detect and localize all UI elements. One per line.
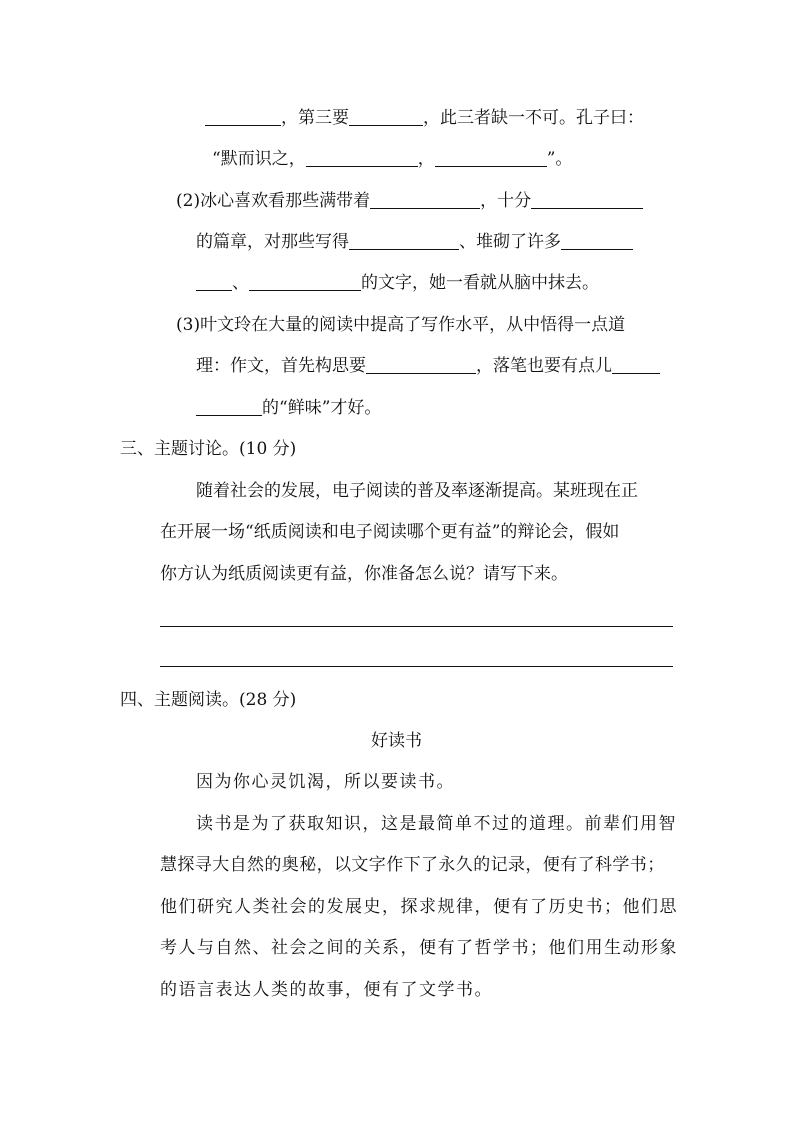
blank-5[interactable] [370, 190, 480, 209]
q3-line-3 [196, 396, 381, 420]
article-line: 的语言表达人类的故事，便有了文学书。 [160, 980, 493, 1000]
article-line: 读书是为了获取知识，这是最简单不过的道理。前辈们用智 [196, 814, 677, 834]
text-segment: ，落笔也要有点儿 [476, 356, 612, 376]
blank-3[interactable] [306, 148, 418, 167]
answer-line-2[interactable] [160, 666, 673, 667]
text-segment: ，第三要 [281, 108, 349, 128]
text-segment: ”。 [546, 149, 573, 169]
fill-line-1 [205, 106, 644, 130]
blank-10[interactable] [249, 272, 361, 291]
answer-line-1[interactable] [160, 626, 673, 627]
text-segment: ， [417, 149, 435, 169]
q2-line-2 [196, 230, 633, 254]
blank-4[interactable] [435, 148, 547, 167]
blank-13[interactable] [196, 397, 262, 416]
text-segment: (2)冰心喜欢看那些满带着 [176, 191, 371, 211]
blank-9[interactable] [196, 272, 232, 291]
article-line: 慧探寻大自然的奥秘，以文字作下了永久的记录，便有了科学书； [160, 855, 665, 875]
blank-7[interactable] [349, 231, 459, 250]
paragraph-line: 在开展一场“纸质阅读和电子阅读哪个更有益”的辩论会，假如 [160, 522, 620, 542]
text-segment: 的篇章，对那些写得 [196, 232, 349, 252]
text-segment: (3)叶文玲在大量的阅读中提高了写作水平，从中悟得一点道 [176, 315, 626, 335]
text-segment: 理：作文，首先构思要 [196, 356, 366, 376]
article-line: 考人与自然、社会之间的关系，便有了哲学书；他们用生动形象 [160, 938, 678, 958]
text-segment: 的“鲜味”才好。 [262, 398, 382, 418]
fill-line-2 [212, 147, 572, 171]
q2-line-1 [176, 189, 643, 213]
text-segment: 、 [232, 273, 249, 293]
blank-11[interactable] [366, 355, 476, 374]
q3-line-2 [196, 354, 660, 378]
blank-12[interactable] [612, 355, 660, 374]
blank-2[interactable] [349, 107, 423, 126]
article-line: 他们研究人类社会的发展史，探求规律，便有了历史书；他们思 [160, 897, 678, 917]
article-title: 好读书 [371, 731, 422, 751]
text-segment: 、堆砌了许多 [459, 232, 561, 252]
section-3-heading: 三、主题讨论。(10 分) [120, 439, 297, 459]
text-segment: “默而识之， [212, 149, 306, 169]
q2-line-3 [196, 271, 599, 295]
blank-8[interactable] [561, 231, 633, 250]
section-4-heading: 四、主题阅读。(28 分) [120, 690, 297, 710]
blank-6[interactable] [531, 190, 643, 209]
q3-line-1 [176, 313, 625, 337]
paragraph-line: 你方认为纸质阅读更有益，你准备怎么说？请写下来。 [160, 564, 568, 584]
blank-1[interactable] [205, 107, 281, 126]
text-segment: ，此三者缺一不可。孔子曰： [423, 108, 644, 128]
text-segment: 的文字，她一看就从脑中抹去。 [361, 273, 599, 293]
paragraph-line: 随着社会的发展，电子阅读的普及率逐渐提高。某班现在正 [196, 481, 638, 501]
text-segment: ，十分 [480, 191, 532, 211]
article-line: 因为你心灵饥渴，所以要读书。 [196, 772, 455, 792]
